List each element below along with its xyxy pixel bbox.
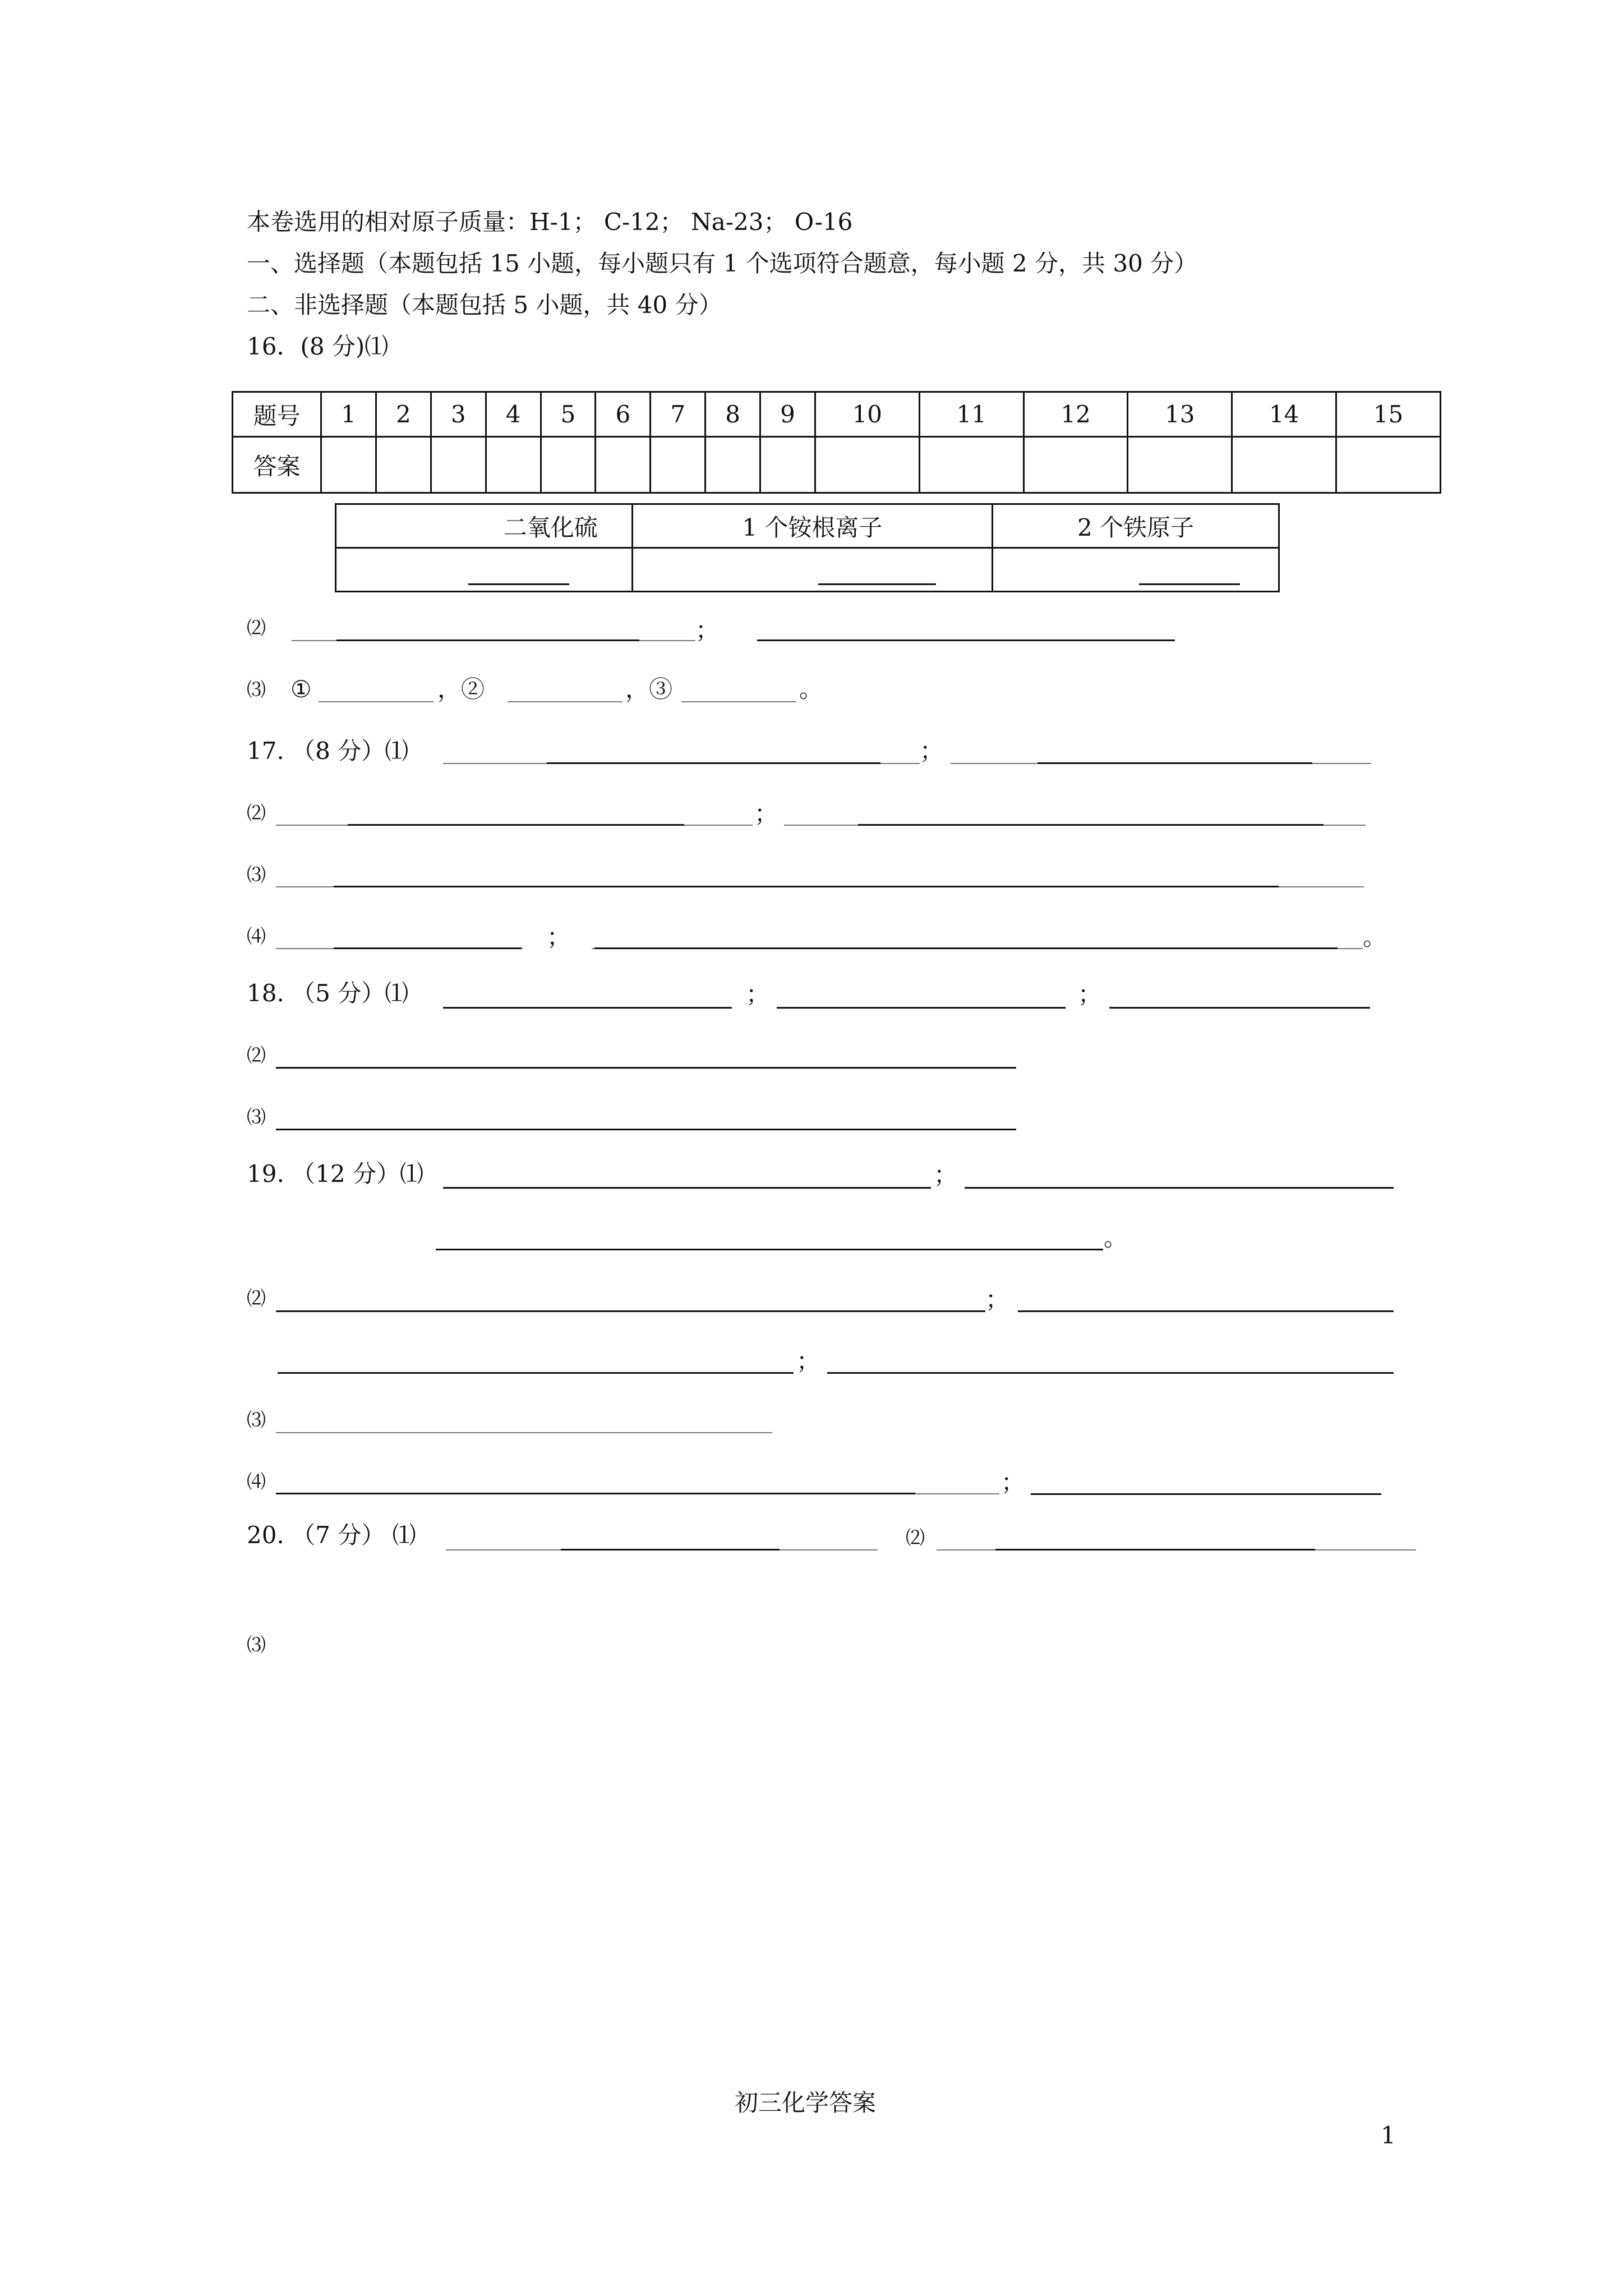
q19-p2-semicolon-1: ； xyxy=(985,1286,1009,1313)
q19-p4-semicolon: ； xyxy=(1001,1469,1025,1496)
footer-title: 初三化学答案 xyxy=(735,2089,877,2116)
q17-p3-label: ⑶ xyxy=(247,864,266,886)
q16-p3-circle-1: ① xyxy=(291,675,312,703)
q18-p1-blank-a[interactable] xyxy=(443,1007,732,1009)
q16-p3-label: ⑶ xyxy=(247,679,266,701)
section-2-heading: 二、非选择题（本题包括 5 小题，共 40 分） xyxy=(247,291,722,319)
q17-p2-label: ⑵ xyxy=(247,802,266,825)
question-number: 13 xyxy=(1128,392,1232,437)
q19-p4-blank-b[interactable] xyxy=(1031,1493,1381,1495)
answer-table xyxy=(232,391,1441,494)
q18-p1-blank-c[interactable] xyxy=(1109,1007,1370,1009)
question-number: 2 xyxy=(376,392,431,437)
question-number: 11 xyxy=(919,392,1023,437)
q19-p1-blank-c[interactable] xyxy=(436,1249,1103,1250)
answer-cell[interactable] xyxy=(1336,437,1441,493)
answer-cell[interactable] xyxy=(486,437,541,493)
answer-cell[interactable] xyxy=(651,437,706,493)
q16-p2-label: ⑵ xyxy=(247,617,266,639)
q18-p1-semicolon-1: ； xyxy=(746,981,770,1008)
question-number: 9 xyxy=(760,392,815,437)
q16-p2-blank-b[interactable] xyxy=(757,639,1175,641)
q18-p1-semicolon-2: ； xyxy=(1078,981,1102,1008)
question-number: 1 xyxy=(321,392,376,437)
answer-cell[interactable] xyxy=(919,437,1023,493)
q18-p1-blank-b[interactable] xyxy=(777,1007,1066,1009)
q16-p3-blank-3[interactable] xyxy=(681,701,796,702)
answer-table-number-label: 题号 xyxy=(233,392,321,437)
q16-header-iron-atoms: 2 个铁原子 xyxy=(993,504,1279,548)
question-number: 8 xyxy=(706,392,760,437)
q17-p1-blank-a-line xyxy=(547,762,880,764)
answer-cell[interactable] xyxy=(1023,437,1128,493)
q17-p4-blank-a-line xyxy=(334,947,522,949)
q20-p2-blank-line xyxy=(995,1549,1315,1550)
q17-p2-semicolon: ； xyxy=(754,800,778,827)
q20-p2-label: ⑵ xyxy=(906,1527,925,1549)
q19-p2-blank-b[interactable] xyxy=(1018,1310,1394,1312)
atomic-mass-note: 本卷选用的相对原子质量：H-1； C-12； Na-23； O-16 xyxy=(247,208,853,236)
q18-p2-label: ⑵ xyxy=(247,1045,266,1067)
q16-p2-semicolon: ； xyxy=(695,616,720,644)
q17-p4-semicolon: ； xyxy=(547,923,571,951)
answer-cell[interactable] xyxy=(431,437,486,493)
q19-p1-semicolon: ； xyxy=(934,1161,958,1189)
answer-table-answer-label: 答案 xyxy=(233,437,321,493)
q19-p2-blank-d[interactable] xyxy=(827,1372,1394,1374)
answer-cell[interactable] xyxy=(706,437,760,493)
q17-p1-blank-b-line xyxy=(1038,762,1312,764)
q16-answer-ammonium[interactable] xyxy=(632,548,992,592)
q16-p2-blank-a-line xyxy=(336,639,639,641)
q19-p3-blank[interactable] xyxy=(276,1432,772,1433)
q17-p4-label: ⑷ xyxy=(247,926,266,948)
q16-p3-blank-1[interactable] xyxy=(319,701,434,702)
q16-p3-circle-3: ，③ xyxy=(625,675,673,703)
q16-p3-period: 。 xyxy=(799,675,823,703)
question-number: 14 xyxy=(1232,392,1336,437)
q19-p2-blank-c[interactable] xyxy=(278,1372,794,1374)
q19-p2-blank-a[interactable] xyxy=(276,1310,985,1312)
q16-p3-blank-2[interactable] xyxy=(508,701,623,702)
question-number: 5 xyxy=(541,392,596,437)
q19-p4-label: ⑷ xyxy=(247,1471,266,1493)
q16-answer-iron-atoms[interactable] xyxy=(993,548,1279,592)
question-number: 15 xyxy=(1336,392,1441,437)
q16-symbol-table xyxy=(335,503,1280,592)
q19-p1-blank-b[interactable] xyxy=(965,1187,1394,1189)
q17-p1-semicolon: ； xyxy=(920,737,944,765)
q17-title: 17. （8 分）⑴ xyxy=(247,737,409,765)
q16-answer-so2[interactable] xyxy=(336,548,633,592)
answer-cell[interactable] xyxy=(815,437,919,493)
answer-cell[interactable] xyxy=(760,437,815,493)
answer-cell[interactable] xyxy=(1128,437,1232,493)
q19-p1-blank-a[interactable] xyxy=(443,1187,931,1189)
q16-title: 16．(8 分)⑴ xyxy=(247,333,389,360)
q19-p3-label: ⑶ xyxy=(247,1409,266,1432)
answer-cell[interactable] xyxy=(321,437,376,493)
question-number: 12 xyxy=(1023,392,1128,437)
q18-p2-blank[interactable] xyxy=(276,1067,1016,1069)
section-1-heading: 一、选择题（本题包括 15 小题，每小题只有 1 个选项符合题意，每小题 2 分，共 30 分） xyxy=(247,250,1198,277)
q16-p3-circle-2: ，② xyxy=(437,675,485,703)
q17-p3-blank-line xyxy=(334,886,1279,887)
q19-p4-blank-a-line xyxy=(276,1493,915,1494)
q19-p2-label: ⑵ xyxy=(247,1287,266,1310)
q18-title: 18. （5 分）⑴ xyxy=(247,979,409,1007)
question-number: 7 xyxy=(651,392,706,437)
q18-p3-label: ⑶ xyxy=(247,1106,266,1129)
q16-header-ammonium: 1 个铵根离子 xyxy=(632,504,992,548)
question-number: 10 xyxy=(815,392,919,437)
q19-p1-period: 。 xyxy=(1104,1224,1128,1251)
answer-cell[interactable] xyxy=(376,437,431,493)
answer-cell[interactable] xyxy=(541,437,596,493)
q20-p3-label: ⑶ xyxy=(247,1634,266,1657)
q20-p1-blank-line xyxy=(561,1549,780,1550)
q17-p2-blank-b-line xyxy=(858,824,1324,826)
answer-cell[interactable] xyxy=(1232,437,1336,493)
q17-p4-period: 。 xyxy=(1363,923,1387,951)
answer-cell[interactable] xyxy=(596,437,651,493)
question-number: 6 xyxy=(596,392,651,437)
q17-p4-blank-b-line xyxy=(594,947,1338,949)
question-number: 3 xyxy=(431,392,486,437)
q20-title: 20. （7 分） ⑴ xyxy=(247,1521,416,1549)
q18-p3-blank[interactable] xyxy=(276,1129,1016,1130)
q16-header-so2: 二氧化硫 xyxy=(336,504,633,548)
q19-title: 19. （12 分）⑴ xyxy=(247,1160,423,1188)
q19-p2-semicolon-2: ； xyxy=(796,1347,820,1375)
q17-p2-blank-a-line xyxy=(348,824,684,826)
question-number: 4 xyxy=(486,392,541,437)
page-number: 1 xyxy=(1381,2122,1396,2149)
